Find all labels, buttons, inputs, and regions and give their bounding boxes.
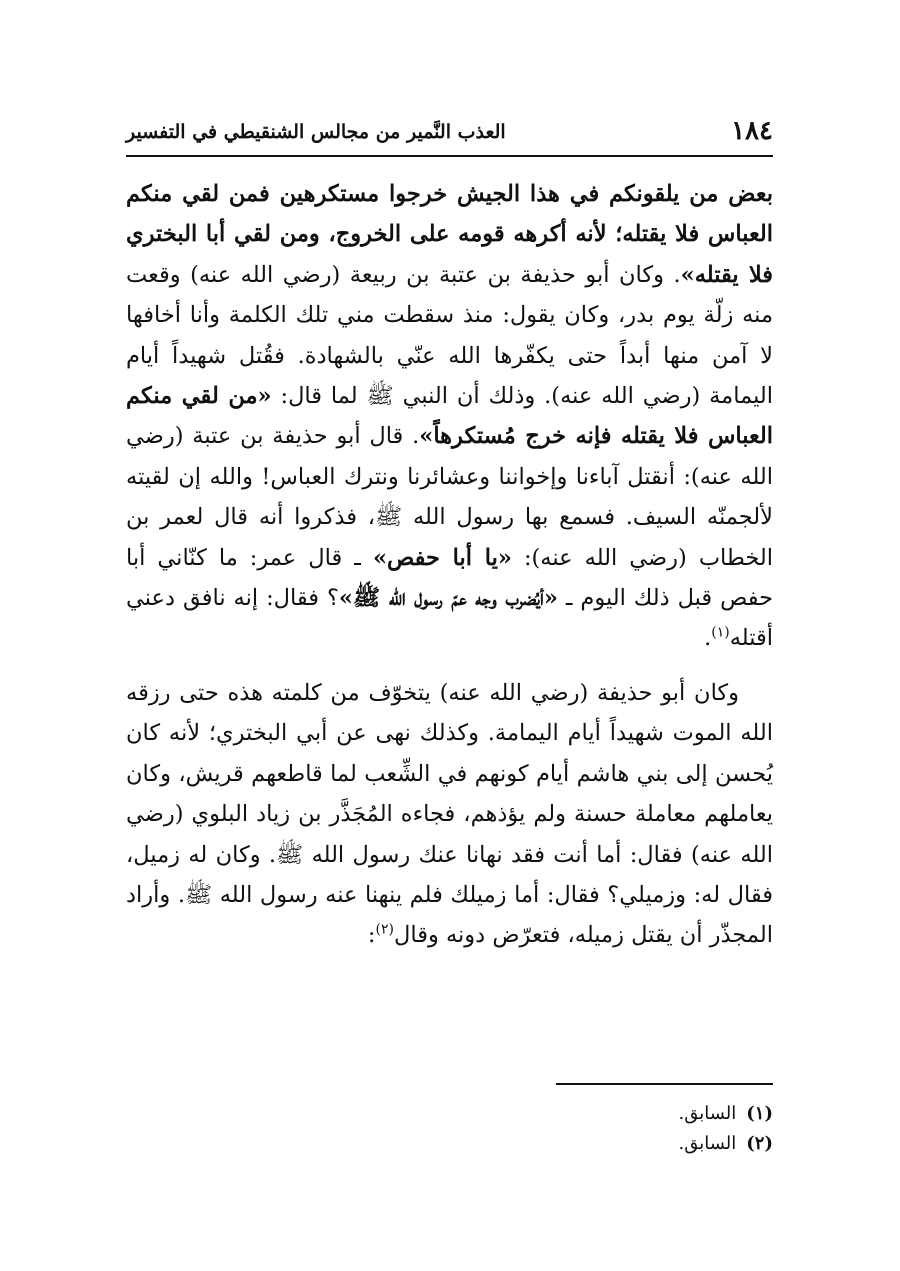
body-text <box>126 174 773 956</box>
footnote-1 <box>273 1099 773 1129</box>
text-run: . <box>704 625 712 652</box>
footnote-2 <box>273 1129 773 1159</box>
text-run: : <box>367 922 376 949</box>
footnote-text: السابق. <box>678 1133 737 1154</box>
text-run: وكان أبو حذيفة (رضي الله عنه) يتخوّف من كلمته هذه حتى رزقه الله الموت شهيداً أيام اليمامة. وكذلك نهى عن أبي البختري؛ لأنه كان يُحسن إلى بني هاشم أيام كونهم في الشِّعب لما قاطعهم قريش، وكان يعاملهم معاملة حسنة ولم يؤذهم، فجاءه المُجَذَّر بن زياد البلوي (رضي الله عنه) فقال: أما أنت فقد نهانا عنك رسول الله ﷺ. وكان له زميل، فقال له: وزميلي؟ فقال: أما زميلك فلم ينهنا عنه رسول الله ﷺ. وأراد المجذّر أن يقتل زميله، فتعرّض دونه وقال <box>126 679 773 949</box>
paragraph-1 <box>126 174 773 659</box>
text-run: . وكان أبو حذيفة بن عتبة بن ربيعة (رضي الله عنه) وقعت منه زلّة يوم بدر، وكان يقول: منذ سقطت مني تلك الكلمة وأنا أخافها لا آمن منها أبداً حتى يكفّرها الله عنّي بالشهادة. فقُتل شهيداً أيام اليمامة (رضي الله عنه). وذلك أن النبي ﷺ لما قال: <box>126 261 773 410</box>
header-rule <box>126 155 773 157</box>
quoted-text: «من لقي منكم العباس فلا يقتله فإنه خرج مُستكرهاً» <box>126 383 774 450</box>
footnote-text: السابق. <box>678 1103 737 1124</box>
text-run: ـ قال عمر: ما كنّاني أبا حفص قبل ذلك اليوم ـ <box>126 544 773 612</box>
footnote-number: (١) <box>746 1103 773 1124</box>
footnote-marker: (١) <box>711 624 730 641</box>
text-run: ؟ فقال: إنه نافق دعني أقتله <box>126 585 773 652</box>
footnotes <box>273 1099 773 1159</box>
footnote-marker: (٢) <box>375 921 394 938</box>
quoted-text: بعض من يلقونكم في هذا الجيش خرجوا مستكرهين فمن لقي منكم العباس فلا يقتله؛ لأنه أكرهه قومه على الخروج، ومن لقي أبا البختري فلا يقتله» <box>126 181 773 288</box>
page-header <box>126 112 773 152</box>
paragraph-2 <box>126 673 773 956</box>
footnote-rule <box>556 1083 773 1085</box>
quoted-text: «أيُضرب وجه عمّ رسول الله ﷺ» <box>338 585 558 612</box>
running-title: العذب النَّمير من مجالس الشنقيطي في التفسير <box>126 121 506 143</box>
page-number: ١٨٤ <box>731 116 773 146</box>
quoted-text: «يا أبا حفص» <box>372 544 512 571</box>
footnote-number: (٢) <box>746 1133 773 1154</box>
text-run: . قال أبو حذيفة بن عتبة (رضي الله عنه): أنقتل آباءنا وإخواننا وعشائرنا ونترك العباس! والله إن لقيته لألجمنّه السيف. فسمع بها رسول الله ﷺ، فذكروا أنه قال لعمر بن الخطاب (رضي الله عنه): <box>126 423 773 571</box>
